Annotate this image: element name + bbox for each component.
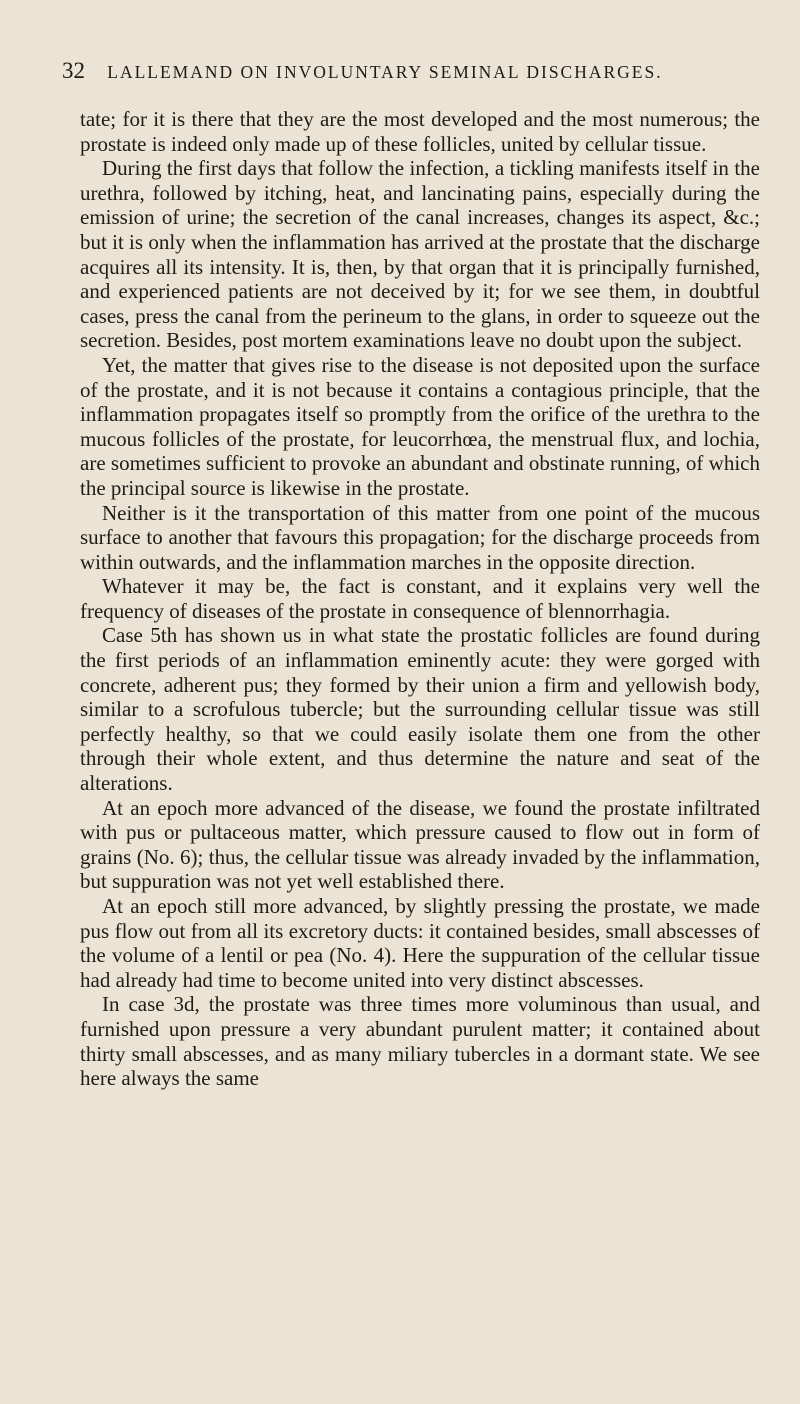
paragraph: tate; for it is there that they are the most developed and the most numerous; the prostate is indeed only made up of these follicles, united by cellular tissue. (80, 107, 760, 156)
paragraph: At an epoch more advanced of the disease, we found the prostate infiltrated with pus or pultaceous matter, which pressure caused to flow out in form of grains (No. 6); thus, the cellular tissue was already invaded by the inflammation, but suppuration was not yet well established there. (80, 795, 760, 894)
paragraph: In case 3d, the prostate was three times more voluminous than usual, and furnished upon pressure a very abundant purulent matter; it contained about thirty small abscesses, and as many miliary tubercles in a dormant state. We see here always the same (80, 992, 760, 1091)
paragraph: Whatever it may be, the fact is constant, and it explains very well the frequency of diseases of the prostate in consequence of blennorrhagia. (80, 574, 760, 623)
paragraph: At an epoch still more advanced, by slightly pressing the prostate, we made pus flow out from all its excretory ducts: it contained besides, small abscesses of the volume of a lentil or pea (No. 4). Here the suppuration of the cellular tissue had already had time to become united into very distinct abscesses. (80, 894, 760, 992)
running-title: LALLEMAND ON INVOLUNTARY SEMINAL DISCHARGES. (107, 62, 663, 82)
body-text (80, 107, 760, 1091)
paragraph: During the first days that follow the infection, a tickling manifests itself in the urethra, followed by itching, heat, and lancinating pains, especially during the emission of urine; the secretion of the canal increases, changes its aspect, &c.; but it is only when the inflammation has arrived at the prostate that the discharge acquires all its intensity. It is, then, by that organ that it is principally furnished, and experienced patients are not deceived by it; for we see them, in doubtful cases, press the canal from the perineum to the glans, in order to squeeze out the secretion. Besides, post mortem examinations leave no doubt upon the subject. (80, 156, 760, 353)
paragraph: Neither is it the transportation of this matter from one point of the mucous surface to another that favours this propagation; for the discharge proceeds from within outwards, and the inflammation marches in the opposite direction. (80, 500, 760, 574)
paragraph: Yet, the matter that gives rise to the disease is not deposited upon the surface of the prostate, and it is not because it contains a contagious principle, that the inflammation propagates itself so promptly from the orifice of the urethra to the mucous follicles of the prostate, for leucorrhœa, the menstrual flux, and lochia, are sometimes sufficient to provoke an abundant and obstinate running, of which the principal source is likewise in the prostate. (80, 352, 760, 500)
running-head (62, 58, 762, 84)
page-number: 32 (62, 58, 85, 83)
paragraph: Case 5th has shown us in what state the prostatic follicles are found during the first periods of an inflammation eminently acute: they were gorged with concrete, adherent pus; they formed by their union a firm and yellowish body, similar to a scrofulous tubercle; but the surrounding cellular tissue was still perfectly healthy, so that we could easily isolate them one from the other through their whole extent, and thus determine the nature and seat of the alterations. (80, 623, 760, 796)
